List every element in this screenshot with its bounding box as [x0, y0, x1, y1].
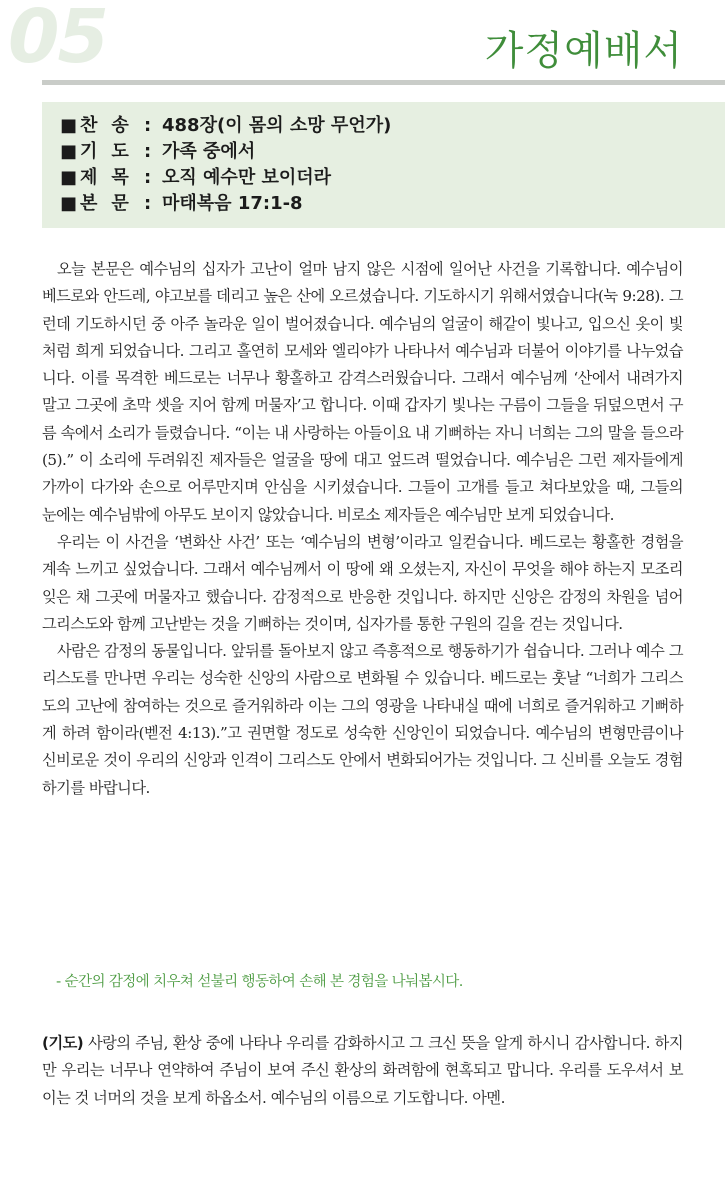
info-item-prayer — [60, 139, 391, 165]
page-number: 05 — [8, 0, 107, 80]
info-item-hymn — [60, 113, 391, 139]
sermon-body — [42, 256, 683, 802]
info-separator: : — [144, 167, 152, 188]
info-label: 기도 — [80, 141, 143, 162]
info-value: 488장(이 몸의 소망 무언가) — [162, 115, 392, 136]
info-label: 본문 — [80, 193, 143, 214]
info-value: 가족 중에서 — [162, 141, 256, 162]
info-value: 마태복음 17:1-8 — [162, 193, 303, 214]
header-divider — [42, 80, 725, 85]
body-paragraph: 사람은 감정의 동물입니다. 앞뒤를 돌아보지 않고 즉흥적으로 행동하기가 쉽습니다. 그러나 예수 그리스도를 만나면 우리는 성숙한 신앙의 사람으로 변화될 수 있습니다. 베드로는 훗날 “너희가 그리스도의 고난에 참여하는 것으로 즐거워하라 이는 그의 영광을 나타내실 때에 너희로 즐거워하고 기뻐하게 하려 함이라(벧전 4:13).”고 권면할 정도로 성숙한 신앙인이 되었습니다. 예수님의 변형만큼이나 신비로운 것이 우리의 신앙과 인격이 그리스도 안에서 변화되어가는 것입니다. 그 신비를 오늘도 경험하기를 바랍니다. — [42, 642, 683, 797]
info-separator: : — [144, 115, 152, 136]
info-separator: : — [144, 193, 152, 214]
closing-prayer — [42, 1030, 683, 1112]
info-item-scripture — [60, 191, 391, 217]
discussion-question: - 순간의 감정에 치우쳐 섣불리 행동하여 손해 본 경험을 나눠봅시다. — [56, 974, 463, 990]
info-label: 제목 — [80, 167, 143, 188]
page-title: 가정예배서 — [484, 28, 683, 74]
square-bullet-icon: ■ — [60, 141, 78, 162]
info-value: 오직 예수만 보이더라 — [162, 167, 332, 188]
square-bullet-icon: ■ — [60, 167, 78, 188]
prayer-text: 사랑의 주님, 환상 중에 나타나 우리를 감화하시고 그 크신 뜻을 알게 하시니 감사합니다. 하지만 우리는 너무나 연약하여 주님이 보여 주신 환상의 화려함에 현혹되고 맙니다. 우리를 도우셔서 보이는 것 너머의 것을 보게 하옵소서. 예수님의 이름으로 기도합니다. 아멘. — [42, 1034, 684, 1107]
body-paragraph: 우리는 이 사건을 ‘변화산 사건’ 또는 ‘예수님의 변형’이라고 일컫습니다. 베드로는 황홀한 경험을 계속 느끼고 싶었습니다. 그래서 예수님께서 이 땅에 왜 오셨는지, 자신이 무엇을 해야 하는지 모조리 잊은 채 그곳에 머물자고 했습니다. 감정적으로 반응한 것입니다. 하지만 신앙은 감정의 차원을 넘어 그리스도와 함께 고난받는 것을 기뻐하는 것이며, 십자가를 통한 구원의 길을 걷는 것입니다. — [42, 532, 683, 633]
prayer-label: (기도) — [42, 1034, 84, 1052]
body-paragraph: 오늘 본문은 예수님의 십자가 고난이 얼마 남지 않은 시점에 일어난 사건을 기록합니다. 예수님이 베드로와 안드레, 야고보를 데리고 높은 산에 오르셨습니다. 기도하시기 위해서였습니다(눅 9:28). 그런데 기도하시던 중 아주 놀라운 일이 벌어졌습니다. 예수님의 얼굴이 해같이 빛나고, 입으신 옷이 빛처럼 희게 되었습니다. 그리고 홀연히 모세와 엘리야가 나타나서 예수님과 더불어 이야기를 나누었습니다. 이를 목격한 베드로는 너무나 황홀하고 감격스러웠습니다. 그래서 예수님께 ‘산에서 내려가지 말고 그곳에 초막 셋을 지어 함께 머물자’고 합니다. 이때 갑자기 빛나는 구름이 그들을 뒤덮으면서 구름 속에서 소리가 들렸습니다. “이는 내 사랑하는 아들이요 내 기뻐하는 자니 너희는 그의 말을 들으라(5).” 이 소리에 두려워진 제자들은 얼굴을 땅에 대고 엎드려 떨었습니다. 예수님은 그런 제자들에게 가까이 다가와 손으로 어루만지며 안심을 시키셨습니다. 그들이 고개를 들고 쳐다보았을 때, 그들의 눈에는 예수님밖에 아무도 보이지 않았습니다. 비로소 제자들은 예수님만 보게 되었습니다. — [42, 260, 683, 524]
square-bullet-icon: ■ — [60, 193, 78, 214]
info-label: 찬송 — [80, 115, 143, 136]
worship-info-list — [60, 113, 391, 217]
info-separator: : — [144, 141, 152, 162]
square-bullet-icon: ■ — [60, 115, 78, 136]
info-item-title — [60, 165, 391, 191]
